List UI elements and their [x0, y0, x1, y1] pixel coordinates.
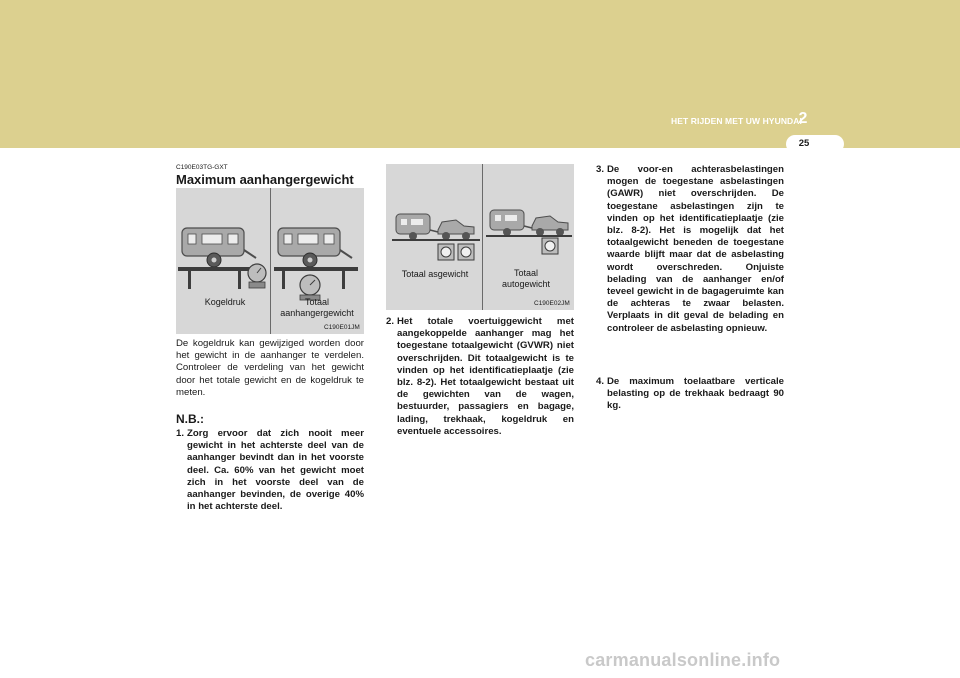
- figure-label-axle-weight: Totaal asgewicht: [401, 269, 469, 279]
- chapter-number: 2: [798, 110, 808, 127]
- list-number: 3.: [596, 164, 605, 175]
- header-band: [0, 0, 960, 148]
- figure-code: C190E01JM: [324, 324, 360, 331]
- car-trailer-right-icon: [486, 210, 572, 254]
- section-title: Maximum aanhangergewicht: [176, 172, 354, 187]
- figure-label-vehicle-weight: Totaal autogewicht: [501, 268, 551, 289]
- list-text: Zorg ervoor dat zich nooit meer gewicht in het achterste deel van de aanhanger bevindt dan in het voorste deel. Ca. 60% van het gewicht moet zich in het voorste deel van de aanhanger bevinden, de overige 40% in het achterste deel.: [187, 428, 364, 513]
- section-code: C190E03TG-GXT: [176, 164, 228, 171]
- trailer-left-icon: [178, 228, 266, 289]
- figure-divider: [482, 164, 483, 310]
- list-item-2: [386, 316, 574, 438]
- list-item-3: [596, 164, 784, 335]
- list-number: 2.: [386, 316, 395, 327]
- list-text: De voor-en achterasbelastingen mogen de toegestane asbelastingen (GAWR) niet overschrijden. De toegestane asbelastingen zijn te vinden op het identificatieplaatje (zie blz. 8-2). Het is mogelijk dat het totaalgewicht beneden de toegestane waarde blijft maar dat de asbelasting wordt overschreden. Onjuiste belading van de aanhanger en/of teveel gewicht in de bagageruimte kan de achteras te zwaar belasten. Verplaats in dit geval de belading en controleer de asbelasting opnieuw.: [607, 164, 784, 334]
- car-trailer-left-icon: [392, 214, 480, 260]
- list-number: 4.: [596, 376, 605, 387]
- list-item-4: [596, 376, 784, 413]
- watermark: carmanualsonline.info: [585, 650, 781, 670]
- chapter-title: HET RIJDEN MET UW HYUNDAI: [671, 116, 802, 126]
- figure-label-tongue-load: Kogeldruk: [204, 297, 246, 307]
- list-text: Het totale voertuiggewicht met aangekoppelde aanhanger mag het toegestane totaalgewicht (GVWR) niet overschrijden. Dit totaalgewicht is te vinden op het identificatieplaatje (zie blz. 8-2). Het totaalgewicht bestaat uit de gewichten van de wagen, bestuurder, passagiers en bagage, lading, trekhaak, kogeldruk en eventuele accessoires.: [397, 316, 574, 437]
- note-title: N.B.:: [176, 412, 204, 426]
- list-number: 1.: [176, 428, 185, 439]
- figure-label-trailer-weight: Totaal aanhangergewicht: [280, 297, 354, 318]
- intro-paragraph: De kogeldruk kan gewijziged worden door het gewicht in de aanhanger te verdelen. Controleer de verdeling van het gewicht door het totale gewicht en de kogeldruk te meten.: [176, 338, 364, 398]
- list-item-1: [176, 428, 364, 513]
- page-number: 25: [798, 138, 810, 149]
- list-text: De maximum toelaatbare verticale belasting op de trekhaak bedraagt 90 kg.: [607, 376, 784, 412]
- trailer-right-icon: [274, 228, 358, 300]
- figure-code: C190E02JM: [534, 300, 570, 307]
